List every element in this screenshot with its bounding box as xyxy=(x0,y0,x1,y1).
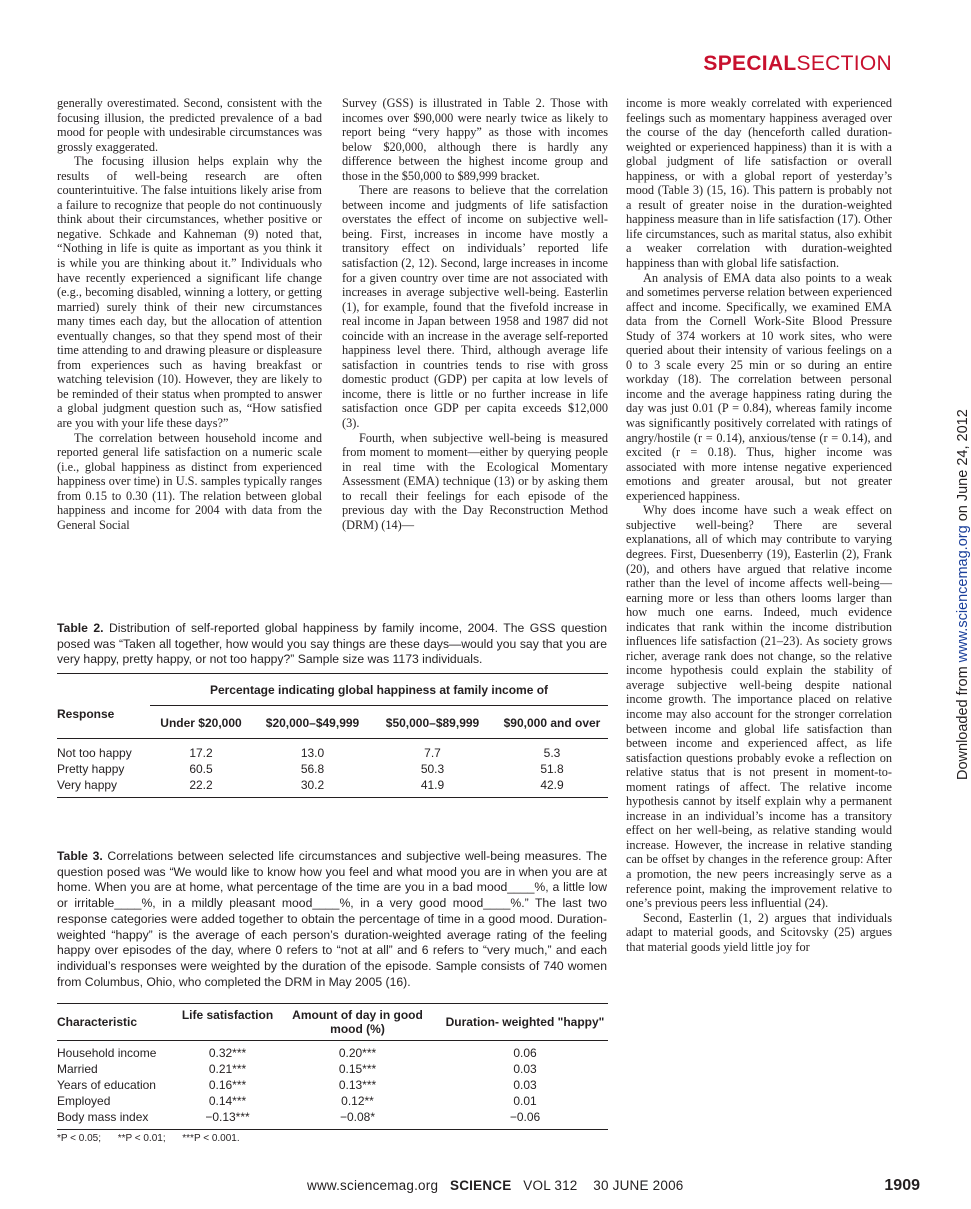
paragraph: The focusing illusion helps explain why the results of well-being research are often counterintuitive. The false intuitions likely arise from a failure to recognize that people do not continuously think about their circumstances, whether positive or negative. Schkade and Kahneman (9) noted that, “Nothing in life is quite as important as you think it is while you are thinking about it.” Individuals who have recently experienced a significant life change (e.g., becoming disabled, winning a lottery, or getting married) surely think of their new circumstances many times each day, but the allocation of attention eventually changes, so that they spend most of their time attending to and drawing pleasure or displeasure from experiences such as having breakfast or watching television (10). However, they are likely to be reminded of their status when prompted to answer a global judgment question such as, “How satisfied are you with your life these days?” xyxy=(57,154,322,431)
table-3-cell: 0.12** xyxy=(341,1094,374,1108)
paragraph: The correlation between household income and reported general life satisfaction on a numeric scale (i.e., global happiness as distinct from experienced happiness over time) in U.S. samples typically ranges from 0.15 to 0.30 (11). The relation between global happiness and income for 2004 with data from the General Social xyxy=(57,430,322,532)
table-rule xyxy=(57,1003,608,1004)
table-3-caption: Table 3. Correlations between selected life circumstances and subjective well-being measures. The question posed was “We would like to know how you feel and what mood you are in when you are at home. When you are at home, what percentage of the time are you in a bad mood____%, a little low or irritable____%, in a mildly pleasant mood____%, in a very good mood____%.” The last two response categories were added together to obtain the percentage of time in a good mood. Duration-weighted “happy” is the average of each person’s duration-weighted average rating of the feeling happy over episodes of the day, where 0 refers to “not at all” and 6 refers to “very much,” and each individual’s responses were weighted by the duration of the episode. Sample consists of 740 women from Columbus, Ohio, who completed the DRM in May 2005 (16). xyxy=(57,849,607,989)
table-2-cell: 42.9 xyxy=(540,778,564,792)
table-3-cell: 0.16*** xyxy=(208,1078,247,1092)
table-2-row-label: Not too happy xyxy=(57,746,132,760)
table-3-cell: 0.21*** xyxy=(208,1062,247,1076)
table-rule xyxy=(57,673,608,674)
table-3-cell: 0.03 xyxy=(513,1078,537,1092)
text-column-1 xyxy=(57,96,322,532)
table-3-row-label: Married xyxy=(57,1062,98,1076)
table-rule xyxy=(57,1129,608,1130)
table-3-cell: −0.13*** xyxy=(205,1110,250,1124)
table-2-cell: 56.8 xyxy=(300,762,325,776)
table-3-row-label: Years of education xyxy=(57,1078,156,1092)
table-3-cell: 0.13*** xyxy=(338,1078,377,1092)
table-2-spanner: Percentage indicating global happiness at family income of xyxy=(209,683,549,697)
table-2-cell: 7.7 xyxy=(424,746,441,760)
table-2-col-header: $20,000–$49,999 xyxy=(265,716,360,730)
table-2-col-header: $50,000–$89,999 xyxy=(385,716,480,730)
text-column-3 xyxy=(626,96,892,954)
table-2-cell: 50.3 xyxy=(420,762,445,776)
table-3-cell: 0.01 xyxy=(513,1094,537,1108)
table-2-cell: 17.2 xyxy=(189,746,213,760)
table-2-col-header: Under $20,000 xyxy=(160,716,242,730)
table-2-cell: 5.3 xyxy=(543,746,561,760)
paragraph: Survey (GSS) is illustrated in Table 2. Those with incomes over $90,000 were nearly twice as likely to report being “very happy” as those with incomes below $20,000, although there is hardly any difference between the highest income group and those in the $50,000 to $89,999 bracket. xyxy=(342,96,608,183)
table-rule xyxy=(57,797,608,798)
paragraph: Second, Easterlin (1, 2) argues that individuals adapt to material goods, and Scitovsky (25) argues that material goods yield little joy for xyxy=(626,910,892,954)
table-rule xyxy=(57,1040,608,1041)
section-header: SPECIALSECTION xyxy=(703,52,892,75)
paragraph: Fourth, when subjective well-being is measured from moment to moment—either by querying people in real time with the Ecological Momentary Assessment (EMA) technique (13) or by asking them to recall their feelings for each episode of the previous day with the Day Reconstruction Method (DRM) (14)— xyxy=(342,430,608,532)
table-rule xyxy=(57,738,608,739)
table-2-cell: 41.9 xyxy=(420,778,445,792)
table-2-row-label: Very happy xyxy=(57,778,118,792)
table-3-cell: 0.06 xyxy=(513,1046,537,1060)
table-3-cell: 0.15*** xyxy=(338,1062,377,1076)
table-3-row-label: Body mass index xyxy=(57,1110,149,1124)
table-3-cell: −0.08* xyxy=(339,1110,376,1124)
table-2-caption: Table 2. Distribution of self-reported global happiness by family income, 2004. The GSS question posed was “Taken all together, how would you say things are these days—would you say that you are very happy, pretty happy, or not too happy?” Sample size was 1173 individuals. xyxy=(57,621,608,667)
text-column-2 xyxy=(342,96,608,532)
table-2-cell: 30.2 xyxy=(300,778,325,792)
table-2-response-header: Response xyxy=(57,707,115,721)
table-3-col-header: Life satisfaction xyxy=(181,1008,274,1022)
footer-issue: VOL 312 30 JUNE 2006 xyxy=(523,1178,684,1193)
table-rule xyxy=(150,705,608,706)
table-3-cell: 0.20*** xyxy=(338,1046,377,1060)
table-2-cell: 13.0 xyxy=(300,746,325,760)
table-2-cell: 22.2 xyxy=(189,778,213,792)
sciencemag-link[interactable]: www.sciencemag.org xyxy=(955,525,971,663)
footer-site: www.sciencemag.org xyxy=(307,1178,439,1193)
table-3-col-header: Characteristic xyxy=(57,1015,138,1029)
table-3-cell: −0.06 xyxy=(509,1110,541,1124)
paragraph: generally overestimated. Second, consistent with the focusing illusion, the predicted prevalence of a bad mood for people with undesirable circumstances was grossly exaggerated. xyxy=(57,96,322,154)
table-2-col-header: $90,000 and over xyxy=(503,716,601,730)
footer-journal: SCIENCE xyxy=(450,1178,512,1193)
table-2-cell: 60.5 xyxy=(189,762,213,776)
table-3-col-header: Duration- weighted "happy" xyxy=(445,1015,605,1029)
table-2-cell: 51.8 xyxy=(540,762,564,776)
table-3-cell: 0.03 xyxy=(513,1062,537,1076)
table-3-cell: 0.32*** xyxy=(208,1046,247,1060)
table-3-row-label: Employed xyxy=(57,1094,111,1108)
paragraph: An analysis of EMA data also points to a weak and sometimes perverse relation between experienced affect and income. Specifically, we examined EMA data from the Cornell Work-Site Blood Pressure Study of 374 workers at 10 work sites, who were queried about their intensity of various feelings on a 0 to 3 scale every 25 min or so during an entire workday (18). The correlation between personal income and the average happiness rating during the day was just 0.01 (P = 0.84), whereas family income was significantly positively correlated with ratings of angry/hostile (r = 0.14), anxious/tense (r = 0.14), and excited (r = 0.18). Thus, higher income was associated with more intense negative experienced emotions and greater arousal, but not greater experienced happiness. xyxy=(626,270,892,503)
table-3-col-header: Amount of day in good mood (%) xyxy=(292,1008,423,1036)
page-number: 1909 xyxy=(884,1177,920,1194)
paragraph: income is more weakly correlated with experienced feelings such as momentary happiness averaged over the course of the day (henceforth called duration-weighted or experienced happiness) than it is with a global judgment of life satisfaction or overall happiness, or with a global report of yesterday’s mood (Table 3) (15, 16). This pattern is probably not a result of greater noise in the duration-weighted happiness measure than in life satisfaction (17). Other life circumstances, such as marital status, also exhibit a weaker correlation with duration-weighted happiness than with global life satisfaction. xyxy=(626,96,892,271)
table-3-footnote: *P < 0.05; **P < 0.01; ***P < 0.001. xyxy=(57,1133,240,1144)
table-2-row-label: Pretty happy xyxy=(57,762,125,776)
download-notice: Downloaded from www.sciencemag.org on June 24, 2012 xyxy=(955,409,971,780)
paragraph: Why does income have such a weak effect on subjective well-being? There are several explanations, all of which may contribute to varying degrees. First, Duesenberry (19), Easterlin (2), Frank (20), and others have argued that relative income rather than the level of income affects well-being—earning more or less than others looms larger than how much one earns. Indeed, much evidence indicates that rank within the income distribution influences life satisfaction (21–23). As society grows richer, average rank does not change, so the relative income hypothesis could explain the stability of average subjective well-being despite national income growth. The importance placed on relative income may also account for the stronger correlation between income and global life satisfaction than between income and experienced affect, as life satisfaction questions probably evoke a reflection on relative status that is not present in moment-to-moment ratings of affect. The relative income hypothesis cannot by itself explain why a permanent increase in an individual’s income has a transitory effect on her well-being, as relative standing would increase. However, the increase in relative standing can be offset by changes in the reference group: After a promotion, the new peers increasingly serve as a reference point, making the improvement relative to one’s previous peers less influential (24). xyxy=(626,503,892,911)
table-3-cell: 0.14*** xyxy=(208,1094,247,1108)
table-3-row-label: Household income xyxy=(57,1046,157,1060)
paragraph: There are reasons to believe that the correlation between income and judgments of life satisfaction overstates the effect of income on subjective well-being. First, increases in income have mostly a transitory effect on individuals’ reported life satisfaction (2, 12). Second, large increases in income for a given country over time are not associated with increases in average subjective well-being. Easterlin (1), for example, found that the fivefold increase in real income in Japan between 1958 and 1987 did not coincide with an increase in the average self-reported happiness level there. Third, although average life satisfaction in countries tends to rise with gross domestic product (GDP) per capita at low levels of income, there is little or no further increase in life satisfaction once GDP per capita exceeds $12,000 (3). xyxy=(342,183,608,431)
